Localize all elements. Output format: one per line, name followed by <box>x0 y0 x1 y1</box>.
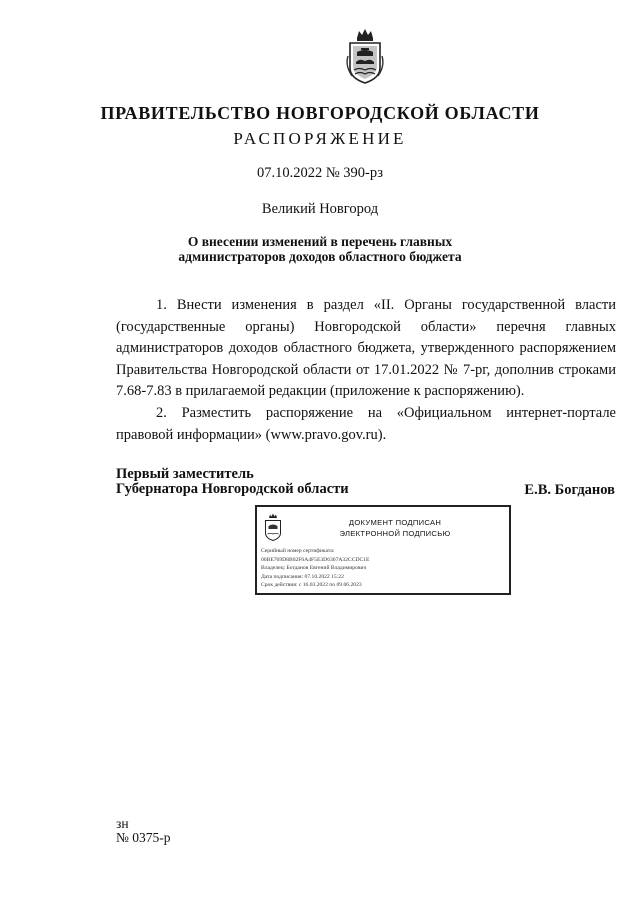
document-type: РАСПОРЯЖЕНИЕ <box>233 129 407 148</box>
footer-document-code: № 0375-р <box>116 830 171 845</box>
stamp-owner: Владелец: Богданов Евгений Владимирович <box>261 565 367 572</box>
stamp-title <box>295 517 495 539</box>
stamp-coat-of-arms-icon <box>262 512 284 542</box>
signer-name: Е.В. Богданов <box>524 482 615 498</box>
signer-position-line-2: Губернатора Новгородской области <box>116 481 349 497</box>
document-date-number: 07.10.2022 № 390-рз <box>256 165 384 181</box>
signer-position <box>116 467 349 497</box>
document-subject <box>0 234 640 264</box>
document-body <box>116 295 616 446</box>
paragraph-1: 1. Внести изменения в раздел «II. Органы государственной власти (государственные органы) Новгородской области» перечня главных администраторов доходов областного бюджета, утвержденного распоряжением Правительства Новгородской области от 17.01.2022 № 7-рг, дополнив строками 7.68-7.83 в прилагаемой редакции (приложение к распоряжению). <box>116 297 616 400</box>
stamp-validity: Срок действия: с 16.03.2022 по 09.06.2023 <box>261 582 362 589</box>
subject-line-1: О внесении изменений в перечень главных <box>187 234 453 249</box>
novgorod-coat-of-arms-icon <box>344 26 386 86</box>
stamp-cert-number: 00BE769D8B02F6A4F5E3D6307A32CCDC1E <box>261 556 370 563</box>
government-title: ПРАВИТЕЛЬСТВО НОВГОРОДСКОЙ ОБЛАСТИ <box>100 103 540 123</box>
subject-line-2: администраторов доходов областного бюджета <box>178 249 462 264</box>
stamp-details <box>261 547 509 590</box>
stamp-signed-date: Дата подписания: 07.10.2022 15:22 <box>261 573 344 580</box>
footer-initials: зн <box>116 816 129 831</box>
electronic-signature-stamp <box>255 505 511 595</box>
stamp-title-line-1: ДОКУМЕНТ ПОДПИСАН <box>348 518 442 527</box>
signer-position-line-1: Первый заместитель <box>116 466 254 482</box>
paragraph-2: 2. Разместить распоряжение на «Официальном интернет-портале правовой информации» (www.pravo.gov.ru). <box>116 404 616 443</box>
document-city: Великий Новгород <box>261 201 379 217</box>
footer-code <box>116 817 171 845</box>
stamp-title-line-2: ЭЛЕКТРОННОЙ ПОДПИСЬЮ <box>339 529 451 538</box>
stamp-cert-label: Серийный номер сертификата: <box>261 548 335 554</box>
